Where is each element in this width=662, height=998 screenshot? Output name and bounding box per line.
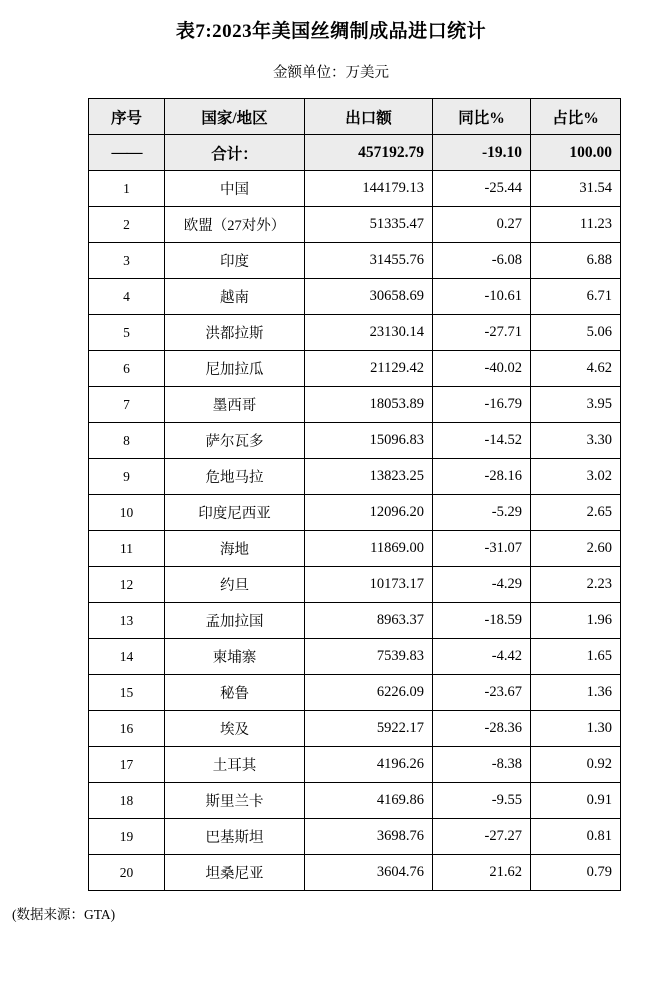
cell-index: 6: [89, 351, 165, 387]
cell-share: 1.65: [531, 639, 621, 675]
cell-yoy: -6.08: [433, 243, 531, 279]
cell-index: 4: [89, 279, 165, 315]
cell-yoy: -27.27: [433, 819, 531, 855]
cell-index: 13: [89, 603, 165, 639]
cell-country: 印度尼西亚: [165, 495, 305, 531]
cell-amount: 12096.20: [305, 495, 433, 531]
cell-share: 2.60: [531, 531, 621, 567]
cell-index: 15: [89, 675, 165, 711]
cell-amount: 15096.83: [305, 423, 433, 459]
cell-index: 16: [89, 711, 165, 747]
table-row: [89, 567, 621, 603]
cell-yoy: -8.38: [433, 747, 531, 783]
cell-amount: 21129.42: [305, 351, 433, 387]
cell-share: 5.06: [531, 315, 621, 351]
total-yoy: -19.10: [433, 135, 531, 171]
page-title: 表7:2023年美国丝绸制成品进口统计: [175, 21, 487, 42]
cell-yoy: -10.61: [433, 279, 531, 315]
cell-yoy: -4.42: [433, 639, 531, 675]
cell-index: 11: [89, 531, 165, 567]
column-header-index: 序号: [89, 99, 165, 135]
table-row: [89, 387, 621, 423]
cell-amount: 4169.86: [305, 783, 433, 819]
cell-index: 12: [89, 567, 165, 603]
source-note: (数据来源：GTA): [12, 907, 116, 922]
table-row: [89, 855, 621, 891]
cell-country: 中国: [165, 171, 305, 207]
cell-yoy: -31.07: [433, 531, 531, 567]
cell-amount: 5922.17: [305, 711, 433, 747]
document-page: [0, 16, 662, 998]
cell-amount: 144179.13: [305, 171, 433, 207]
cell-country: 约旦: [165, 567, 305, 603]
table-row: [89, 819, 621, 855]
cell-share: 2.23: [531, 567, 621, 603]
cell-country: 欧盟（27对外）: [165, 207, 305, 243]
cell-country: 巴基斯坦: [165, 819, 305, 855]
cell-share: 2.65: [531, 495, 621, 531]
cell-share: 0.81: [531, 819, 621, 855]
cell-amount: 7539.83: [305, 639, 433, 675]
total-index: ——: [89, 135, 165, 171]
cell-index: 8: [89, 423, 165, 459]
cell-share: 6.71: [531, 279, 621, 315]
cell-country: 坦桑尼亚: [165, 855, 305, 891]
cell-yoy: -25.44: [433, 171, 531, 207]
cell-country: 孟加拉国: [165, 603, 305, 639]
cell-amount: 3698.76: [305, 819, 433, 855]
table-row: [89, 315, 621, 351]
cell-country: 洪都拉斯: [165, 315, 305, 351]
column-header-share: 占比%: [531, 99, 621, 135]
cell-index: 18: [89, 783, 165, 819]
cell-amount: 31455.76: [305, 243, 433, 279]
cell-share: 0.79: [531, 855, 621, 891]
cell-amount: 8963.37: [305, 603, 433, 639]
cell-amount: 4196.26: [305, 747, 433, 783]
cell-amount: 51335.47: [305, 207, 433, 243]
cell-amount: 30658.69: [305, 279, 433, 315]
table-row: [89, 639, 621, 675]
cell-share: 3.02: [531, 459, 621, 495]
table-row-total: [89, 135, 621, 171]
cell-share: 3.30: [531, 423, 621, 459]
cell-share: 0.92: [531, 747, 621, 783]
table-row: [89, 351, 621, 387]
import-statistics-table: [88, 98, 621, 891]
cell-yoy: -40.02: [433, 351, 531, 387]
total-label: 合计：: [165, 135, 305, 171]
cell-share: 1.36: [531, 675, 621, 711]
cell-index: 17: [89, 747, 165, 783]
cell-index: 3: [89, 243, 165, 279]
cell-share: 4.62: [531, 351, 621, 387]
cell-index: 2: [89, 207, 165, 243]
cell-share: 1.96: [531, 603, 621, 639]
cell-index: 5: [89, 315, 165, 351]
cell-country: 秘鲁: [165, 675, 305, 711]
cell-yoy: -16.79: [433, 387, 531, 423]
table-row: [89, 279, 621, 315]
table-body: [89, 135, 621, 891]
cell-index: 1: [89, 171, 165, 207]
table-row: [89, 675, 621, 711]
unit-note: 金额单位：万美元: [273, 65, 389, 81]
cell-share: 0.91: [531, 783, 621, 819]
cell-index: 20: [89, 855, 165, 891]
cell-amount: 6226.09: [305, 675, 433, 711]
total-share: 100.00: [531, 135, 621, 171]
cell-index: 10: [89, 495, 165, 531]
column-header-yoy: 同比%: [433, 99, 531, 135]
cell-country: 土耳其: [165, 747, 305, 783]
table-row: [89, 243, 621, 279]
cell-amount: 10173.17: [305, 567, 433, 603]
cell-index: 9: [89, 459, 165, 495]
cell-share: 31.54: [531, 171, 621, 207]
cell-country: 印度: [165, 243, 305, 279]
cell-country: 埃及: [165, 711, 305, 747]
table-header: [89, 99, 621, 135]
column-header-amount: 出口额: [305, 99, 433, 135]
cell-index: 7: [89, 387, 165, 423]
cell-amount: 11869.00: [305, 531, 433, 567]
cell-country: 斯里兰卡: [165, 783, 305, 819]
table-row: [89, 495, 621, 531]
cell-country: 柬埔寨: [165, 639, 305, 675]
table-row: [89, 459, 621, 495]
cell-yoy: -27.71: [433, 315, 531, 351]
table-row: [89, 171, 621, 207]
table-row: [89, 423, 621, 459]
cell-yoy: -18.59: [433, 603, 531, 639]
cell-amount: 23130.14: [305, 315, 433, 351]
cell-yoy: -28.36: [433, 711, 531, 747]
table-row: [89, 603, 621, 639]
cell-index: 19: [89, 819, 165, 855]
table-row: [89, 531, 621, 567]
cell-yoy: -4.29: [433, 567, 531, 603]
column-header-country: 国家/地区: [165, 99, 305, 135]
cell-country: 萨尔瓦多: [165, 423, 305, 459]
cell-country: 墨西哥: [165, 387, 305, 423]
table-row: [89, 747, 621, 783]
cell-country: 危地马拉: [165, 459, 305, 495]
table-container: [0, 98, 662, 891]
cell-share: 6.88: [531, 243, 621, 279]
cell-amount: 18053.89: [305, 387, 433, 423]
cell-amount: 3604.76: [305, 855, 433, 891]
cell-yoy: -23.67: [433, 675, 531, 711]
cell-index: 14: [89, 639, 165, 675]
cell-yoy: -5.29: [433, 495, 531, 531]
cell-amount: 13823.25: [305, 459, 433, 495]
cell-share: 1.30: [531, 711, 621, 747]
table-row: [89, 207, 621, 243]
total-amount: 457192.79: [305, 135, 433, 171]
cell-yoy: 21.62: [433, 855, 531, 891]
cell-country: 海地: [165, 531, 305, 567]
cell-yoy: -28.16: [433, 459, 531, 495]
cell-yoy: -9.55: [433, 783, 531, 819]
cell-country: 尼加拉瓜: [165, 351, 305, 387]
table-row: [89, 783, 621, 819]
table-row: [89, 711, 621, 747]
cell-country: 越南: [165, 279, 305, 315]
cell-share: 11.23: [531, 207, 621, 243]
cell-yoy: -14.52: [433, 423, 531, 459]
cell-yoy: 0.27: [433, 207, 531, 243]
cell-share: 3.95: [531, 387, 621, 423]
table-header-row: [89, 99, 621, 135]
